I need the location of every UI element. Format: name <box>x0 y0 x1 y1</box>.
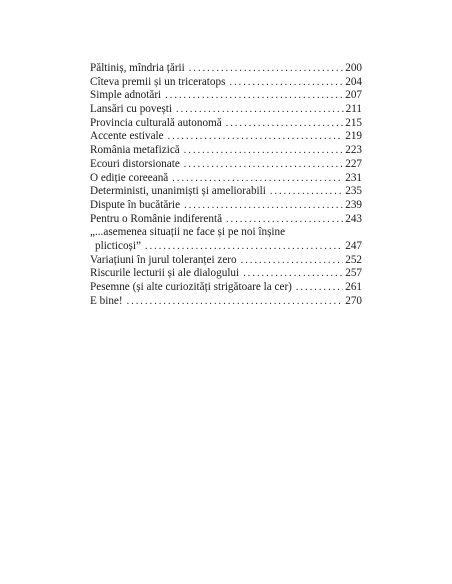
toc-entry-page: 227 <box>345 157 362 170</box>
dot-leader <box>270 185 343 199</box>
toc-entry <box>90 62 362 76</box>
toc-entry-page: 261 <box>345 281 362 294</box>
toc-entry-title: Riscurile lecturii și ale dialogului <box>90 267 240 280</box>
dot-leader <box>127 295 344 309</box>
toc-entry <box>90 144 362 158</box>
toc-entry-title-continued: plicticoși” <box>95 239 141 252</box>
toc-entry-page: 243 <box>345 212 362 225</box>
toc-entry <box>90 295 362 309</box>
toc-entry-page: 200 <box>345 62 362 74</box>
toc-entry-page: 270 <box>345 294 362 307</box>
toc-entry-page: 204 <box>345 75 362 88</box>
toc-entry <box>90 76 362 90</box>
toc-entry-page: 215 <box>345 116 362 129</box>
dot-leader <box>226 213 343 227</box>
toc-entry-page: 231 <box>345 171 362 184</box>
toc-entry <box>90 130 362 144</box>
dot-leader <box>172 172 343 186</box>
toc-entry-page: 247 <box>345 239 362 252</box>
toc-entry-title: Accente estivale <box>90 130 164 143</box>
dot-leader <box>176 103 344 117</box>
toc-entry-title: Ecouri distorsionate <box>90 157 180 170</box>
toc-entry-title: Variațiuni în jurul toleranței zero <box>90 253 237 266</box>
toc-entry <box>90 254 362 268</box>
dot-leader <box>145 240 343 254</box>
toc-entry <box>90 103 362 117</box>
toc-entry <box>90 281 362 295</box>
dot-leader <box>184 199 343 213</box>
toc-entry-title: O ediție coreeană <box>90 171 169 184</box>
toc-entry <box>90 213 362 227</box>
toc-entry <box>90 226 362 253</box>
toc-entry-page: 239 <box>345 198 362 211</box>
toc-entry <box>90 172 362 186</box>
toc-entry-title: Dispute în bucătărie <box>90 198 181 211</box>
toc-entry-title: Provincia culturală autonomă <box>90 116 222 129</box>
dot-leader <box>184 158 343 172</box>
toc-entry-title: Păltiniș, mîndria țării <box>90 62 185 74</box>
dot-leader <box>241 254 344 268</box>
dot-leader <box>184 144 343 158</box>
dot-leader <box>229 76 343 90</box>
toc-entry-title: Pentru o Românie indiferentă <box>90 212 223 225</box>
dot-leader <box>165 89 343 103</box>
dot-leader <box>296 281 343 295</box>
toc-entry-title: Simple adnotări <box>90 89 162 102</box>
toc-entry-title: Deterministi, unanimiști și ameliorabili <box>90 185 266 198</box>
toc-entry <box>90 117 362 131</box>
toc-entry-page: 211 <box>345 103 362 116</box>
toc-entry-page: 257 <box>345 267 362 280</box>
toc-entry <box>90 185 362 199</box>
toc-entry <box>90 89 362 103</box>
toc-entry-title: Cîteva premii și un triceratops <box>90 75 226 88</box>
toc-entry <box>90 158 362 172</box>
toc-entry-page: 223 <box>345 144 362 157</box>
toc-entry-page: 207 <box>345 89 362 102</box>
dot-leader <box>189 62 343 76</box>
toc-entry <box>90 199 362 213</box>
toc-entry <box>90 267 362 281</box>
dot-leader <box>168 130 344 144</box>
toc-entry-page: 235 <box>345 185 362 198</box>
toc-entry-page: 219 <box>345 130 362 143</box>
toc-entry-title: „...asemenea situații ne face și pe noi înșine <box>90 226 286 239</box>
toc-entry-page: 252 <box>345 253 362 266</box>
table-of-contents <box>90 62 362 308</box>
toc-entry-title: E bine! <box>90 294 123 307</box>
dot-leader <box>226 117 343 131</box>
toc-entry-title: România metafizică <box>90 144 180 157</box>
dot-leader <box>243 267 343 281</box>
toc-entry-title: Pesemne (și alte curiozități strigătoare la cer) <box>90 281 292 294</box>
toc-entry-title: Lansări cu povești <box>90 103 173 116</box>
